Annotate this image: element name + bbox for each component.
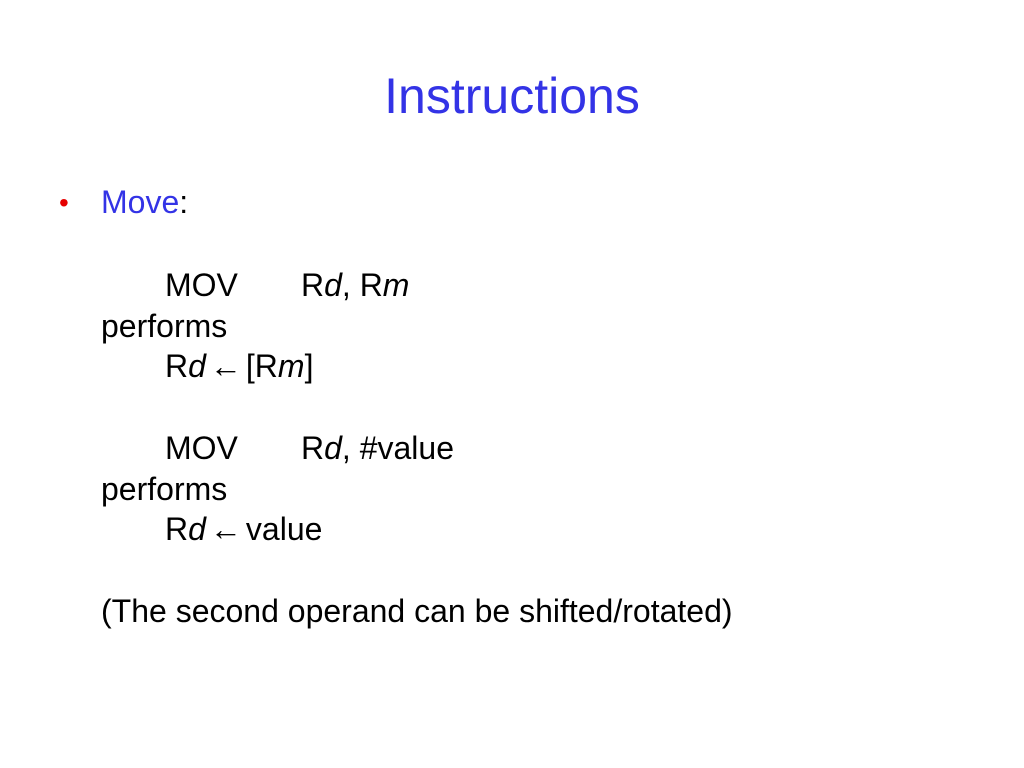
slide-title: Instructions <box>384 68 640 124</box>
performs-text: performs <box>101 471 228 507</box>
bullet-colon: : <box>179 184 189 220</box>
mnemonic: MOV <box>165 430 238 466</box>
mov-imm-semantics: Rd ← value <box>165 511 323 547</box>
left-arrow-icon: ← <box>209 511 242 547</box>
bullet-heading <box>101 182 188 222</box>
bullet-icon: • <box>59 187 69 218</box>
mov-reg-semantics: Rd ← [Rm] <box>165 348 314 384</box>
shift-note: (The second operand can be shifted/rotated) <box>101 593 733 629</box>
bullet-keyword: Move <box>101 184 180 220</box>
performs-text: performs <box>101 308 228 344</box>
operands: Rd, #value <box>301 430 454 466</box>
mnemonic: MOV <box>165 267 238 303</box>
operands: Rd, Rm <box>301 267 410 303</box>
left-arrow-icon: ← <box>209 348 242 384</box>
